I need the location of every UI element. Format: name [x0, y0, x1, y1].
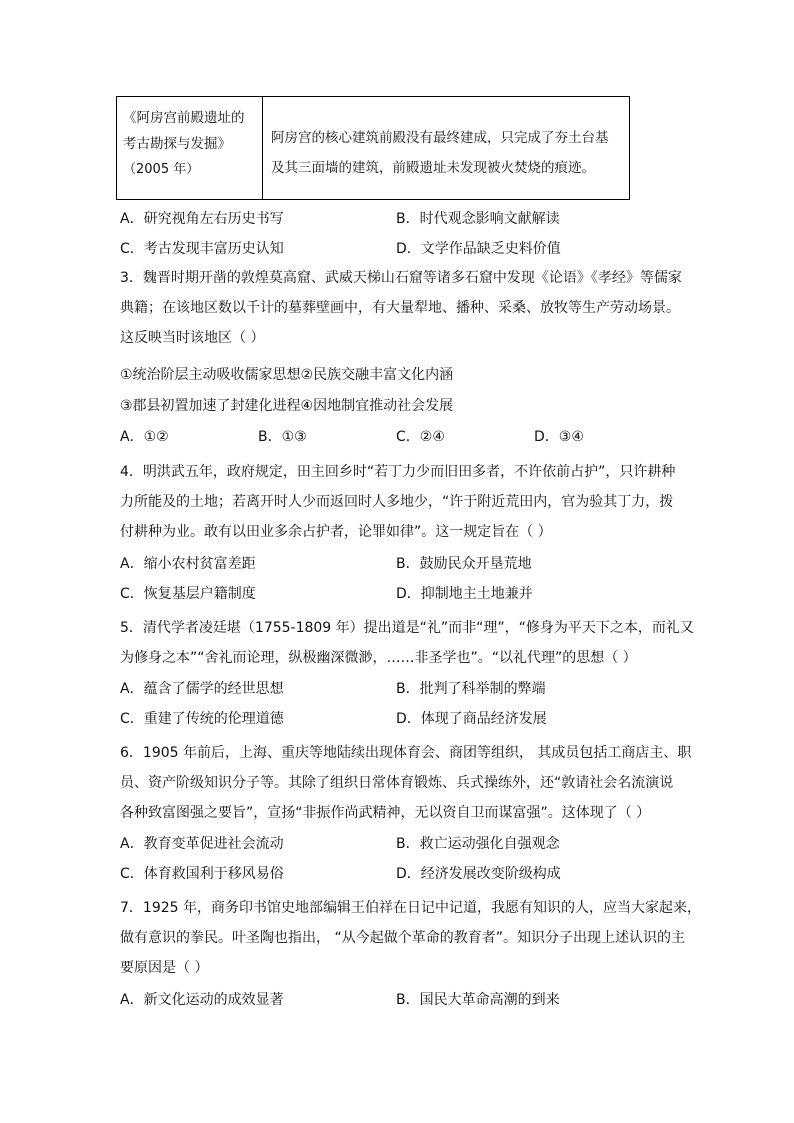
q5-stem-line: 5．清代学者凌廷堪（1755-1809 年）提出道是“礼”而非“理”，“修身为平天下之本，而礼又 — [120, 620, 694, 636]
q3-item-line: ③郡县初置加速了封建化进程④因地制宜推动社会发展 — [120, 398, 454, 414]
q5-option-b[interactable]: B．批判了科举制的弊端 — [396, 681, 546, 697]
source-title-line: 《阿房宫前殿遗址的 — [123, 110, 245, 126]
q4-stem — [120, 457, 680, 547]
q7-stem-line: 要原因是（ ） — [120, 960, 209, 976]
q7-option-b[interactable]: B．国民大革命高潮的到来 — [396, 992, 560, 1008]
q4-option-d[interactable]: D．抑制地主土地兼并 — [396, 586, 533, 602]
q4-stem-line: 4．明洪武五年，政府规定，田主回乡时“若丁力少而旧田多者，不许依前占护”，只许耕种 — [120, 464, 676, 480]
q3-stem-line: 3．魏晋时期开凿的敦煌莫高窟、武威天梯山石窟等诸多石窟中发现《论语》《孝经》等儒家 — [120, 270, 682, 286]
q6-stem-line: 6．1905 年前后，上海、重庆等地陆续出现体育会、商团等组织， 其成员包括工商店主、职 — [120, 745, 692, 761]
q5-option-d[interactable]: D．体现了商品经济发展 — [396, 711, 547, 727]
q5-option-a[interactable]: A．蕴含了儒学的经世思想 — [120, 681, 284, 697]
q2-option-d[interactable]: D．文学作品缺乏史料价值 — [396, 241, 561, 257]
q3-option-c[interactable]: C．②④ — [396, 429, 445, 445]
q5-stem — [120, 613, 694, 673]
q3-stem — [120, 263, 680, 353]
source-table — [116, 96, 630, 200]
source-content-line: 阿房宫的核心建筑前殿没有最终建成，只完成了夯土台基 — [271, 130, 609, 146]
q6-stem-line: 各种致富图强之要旨”，宣扬“非振作尚武精神，无以资自卫而谋富强”。这体现了（ ） — [120, 805, 651, 821]
q7-option-a[interactable]: A．新文化运动的成效显著 — [120, 992, 284, 1008]
q3-stem-line: 典籍；在该地区数以千计的墓葬壁画中，有大量犁地、播种、采桑、放牧等生产劳动场景。 — [120, 300, 680, 316]
q5-option-c[interactable]: C．重建了传统的伦理道德 — [120, 711, 284, 727]
source-content-line: 及其三面墙的建筑，前殿遗址未发现被火焚烧的痕迹。 — [271, 160, 595, 176]
q6-option-a[interactable]: A．教育变革促进社会流动 — [120, 836, 284, 852]
q6-option-c[interactable]: C．体育救国利于移风易俗 — [120, 866, 284, 882]
q5-stem-line: 为修身之本”“舍礼而论理，纵极幽深微渺，……非圣学也”。“以礼代理”的思想（ ） — [120, 650, 637, 666]
q2-option-b[interactable]: B．时代观念影响文献解读 — [396, 211, 560, 227]
q6-stem — [120, 738, 692, 828]
q6-option-d[interactable]: D．经济发展改变阶级构成 — [396, 866, 561, 882]
q7-stem-line: 做有意识的拳民。叶圣陶也指出， “从今起做个革命的教育者”。知识分子出现上述认识的主 — [120, 930, 685, 946]
q3-option-b[interactable]: B．①③ — [258, 429, 307, 445]
q4-option-c[interactable]: C．恢复基层户籍制度 — [120, 586, 256, 602]
q3-stem-line: 这反映当时该地区（ ） — [120, 330, 265, 346]
q4-option-a[interactable]: A．缩小农村贫富差距 — [120, 556, 256, 572]
q2-option-c[interactable]: C．考古发现丰富历史认知 — [120, 241, 284, 257]
q4-stem-line: 付耕种为业。敢有以田业多余占护者，论罪如律”。这一规定旨在（ ） — [120, 524, 552, 540]
q7-stem — [120, 893, 701, 983]
q3-option-a[interactable]: A．①② — [120, 429, 169, 445]
q4-option-b[interactable]: B．鼓励民众开垦荒地 — [396, 556, 532, 572]
q3-option-d[interactable]: D．③④ — [534, 429, 584, 445]
q4-stem-line: 力所能及的土地；若离开时人少而返回时人多地少，“许于附近荒田内，官为验其丁力，拨 — [120, 494, 674, 510]
source-title-line: 考古勘探与发掘》 — [123, 136, 231, 152]
source-title-cell — [117, 97, 263, 199]
q3-item-line: ①统治阶层主动吸收儒家思想②民族交融丰富文化内涵 — [120, 367, 454, 383]
q6-option-b[interactable]: B．救亡运动强化自强观念 — [396, 836, 560, 852]
source-year: （2005 年） — [123, 162, 200, 177]
q2-option-a[interactable]: A．研究视角左右历史书写 — [120, 211, 284, 227]
q6-stem-line: 员、资产阶级知识分子等。其除了组织日常体育锻炼、兵式操练外，还“敦请社会名流演说 — [120, 775, 674, 791]
q7-stem-line: 7．1925 年，商务印书馆史地部编辑王伯祥在日记中记道，我愿有知识的人，应当大家起来， — [120, 900, 701, 916]
source-content-cell — [263, 97, 629, 199]
